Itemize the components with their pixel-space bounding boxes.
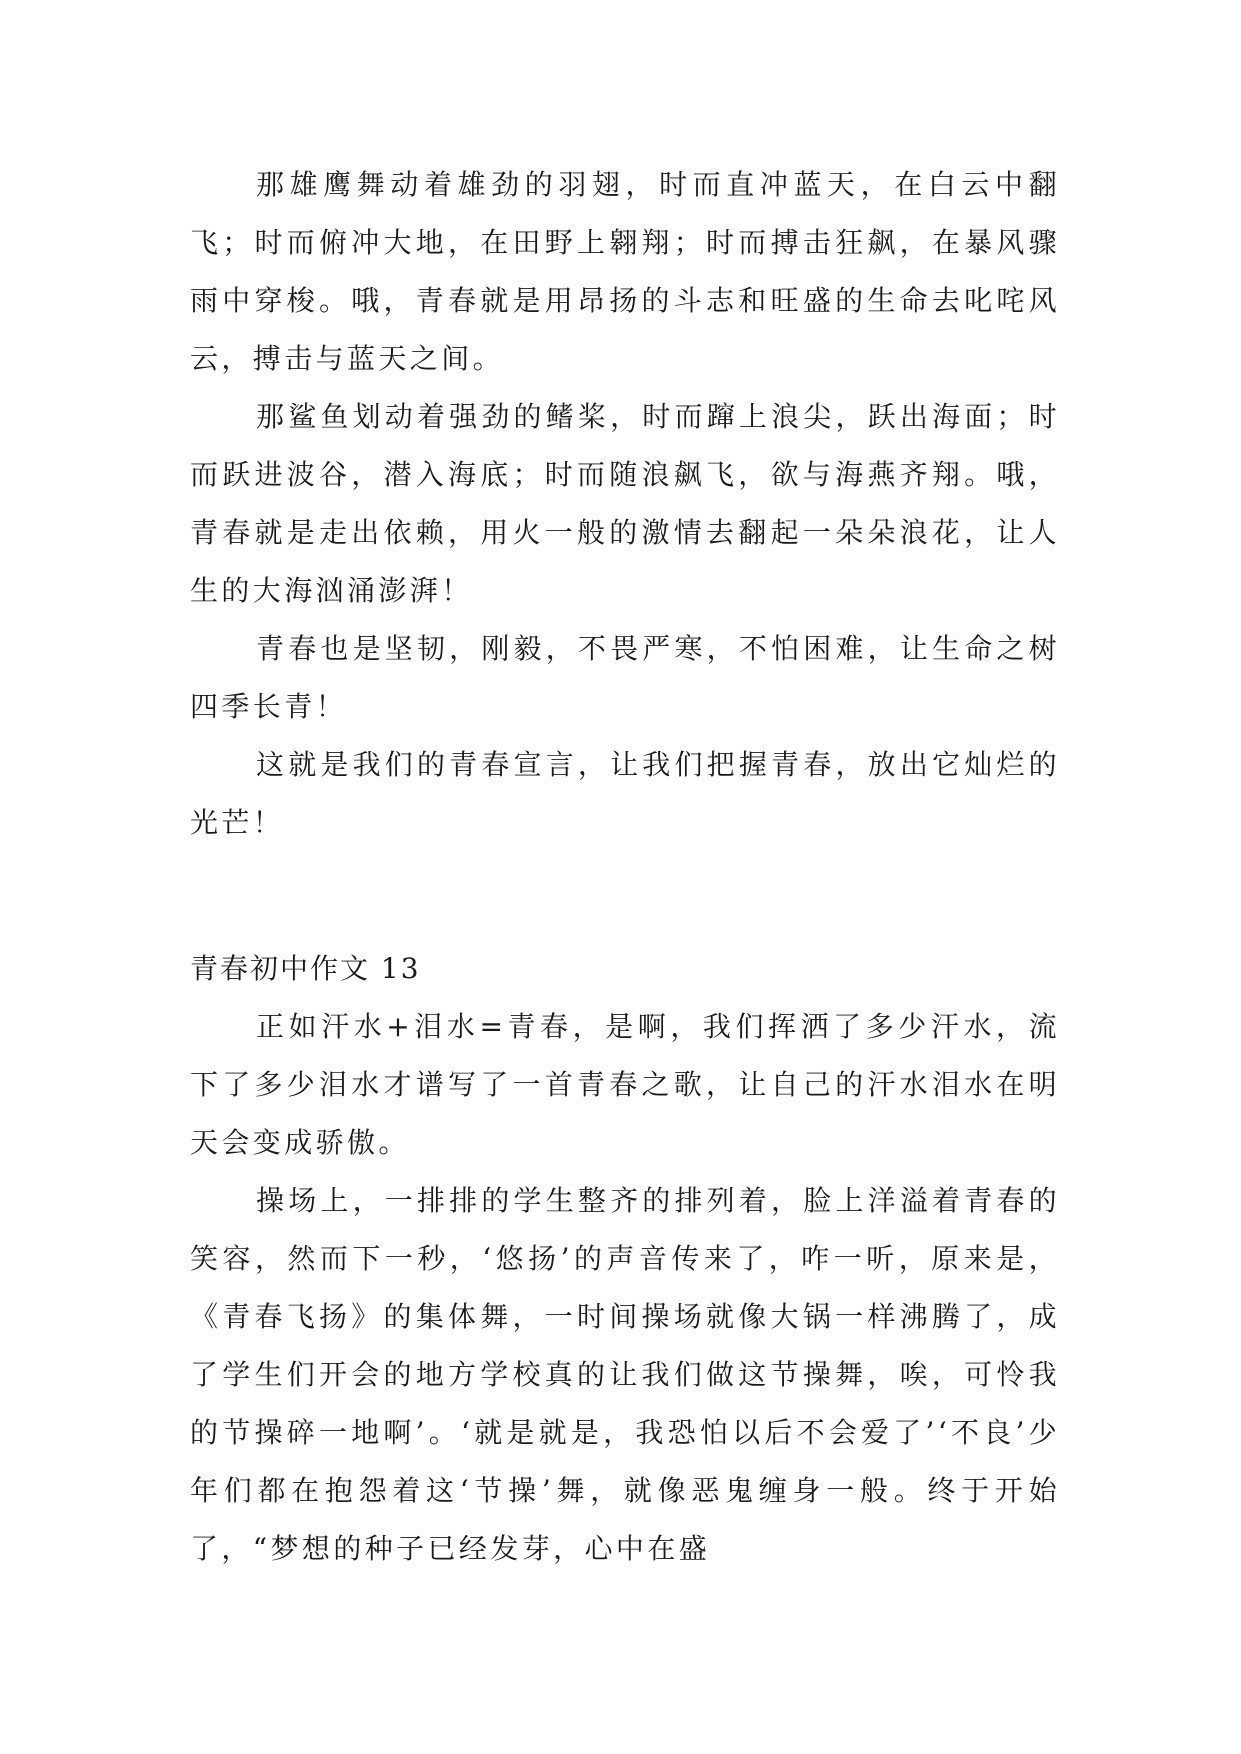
paragraph-playground: 操场上，一排排的学生整齐的排列着，脸上洋溢着青春的笑容，然而下一秒，‘悠扬’的声音传来了，咋一听，原来是，《青春飞扬》的集体舞，一时间操场就像大锅一样沸腾了，成了学生们开会的地方学校真的让我们做这节操舞，唉，可怜我的节操碎一地啊’。‘就是就是，我恐怕以后不会爱了’‘不良’少年们都在抱怨着这‘节操’舞，就像恶鬼缠身一般。终于开始了，“梦想的种子已经发芽，心中在盛 bbox=[190, 1184, 1060, 1565]
paragraph-shark: 那鲨鱼划动着强劲的鳍桨，时而蹿上浪尖，跃出海面；时而跃进波谷，潜入海底；时而随浪飙飞，欲与海燕齐翔。哦，青春就是走出依赖，用火一般的激情去翻起一朵朵浪花，让人生的大海汹涌澎湃！ bbox=[190, 400, 1060, 607]
paragraph-youth-tenacity: 青春也是坚韧，刚毅，不畏严寒，不怕困难，让生命之树四季长青！ bbox=[190, 632, 1060, 723]
section-title: 青春初中作文 13 bbox=[190, 952, 421, 985]
paragraph-sweat-tears: 正如汗水+泪水=青春，是啊，我们挥洒了多少汗水，流下了多少泪水才谱写了一首青春之歌，让自己的汗水泪水在明天会变成骄傲。 bbox=[190, 1010, 1060, 1159]
paragraph-youth-declaration: 这就是我们的青春宣言，让我们把握青春，放出它灿烂的光芒！ bbox=[190, 748, 1060, 839]
paragraph-eagle: 那雄鹰舞动着雄劲的羽翅，时而直冲蓝天，在白云中翻飞；时而俯冲大地，在田野上翱翔；时而搏击狂飙，在暴风骤雨中穿梭。哦，青春就是用昂扬的斗志和旺盛的生命去叱咤风云，搏击与蓝天之间。 bbox=[190, 168, 1060, 375]
document-page bbox=[190, 156, 1060, 1578]
